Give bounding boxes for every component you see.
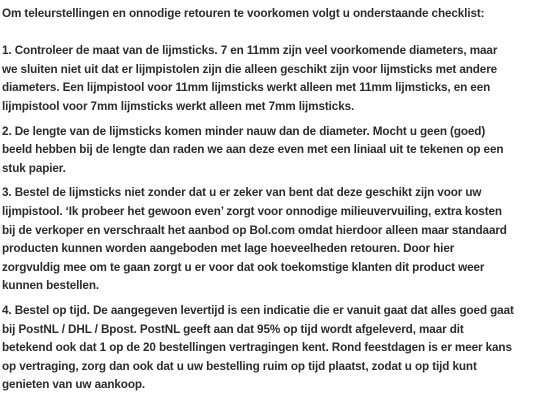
text-line: 2. De lengte van de lijmsticks komen minder nauw dan de diameter. Mocht u geen (goed) <box>2 124 486 138</box>
text-line: bij PostNL / DHL / Bpost. PostNL geeft aan dat 95% op tijd wordt afgeleverd, maar dit <box>2 322 464 336</box>
checklist-item-2 <box>2 123 544 179</box>
text-line: 4. Bestel op tijd. De aangegeven levertijd is een indicatie die er vanuit gaat dat alles goed gaat <box>2 303 514 317</box>
text-line: diameters. Een lijmpistool voor 11mm lijmsticks werkt alleen met 11mm lijmsticks, en een <box>2 81 491 95</box>
text-line: kunnen bestellen. <box>2 279 100 293</box>
text-line: genieten van uw aankoop. <box>2 378 146 392</box>
checklist-item-4 <box>2 302 544 395</box>
text-line: lijmpistool voor 7mm lijmsticks werkt alleen met 7mm lijmsticks. <box>2 99 355 113</box>
text-line: we sluiten niet uit dat er lijmpistolen zijn die alleen geschikt zijn voor lijmsticks met andere <box>2 62 498 76</box>
intro-text: Om teleurstellingen en onnodige retouren te voorkomen volgt u onderstaande checklist: <box>2 7 485 20</box>
text-line: zorgvuldig mee om te gaan zorgt u er voor dat ook toekomstige klanten dit product weer <box>2 260 485 274</box>
text-line: op vertraging, zorg dan ook dat u uw bestelling ruim op tijd plaatst, zodat u op tijd kunt <box>2 359 477 373</box>
text-line: lijmpistool. ‘Ik probeer het gewoon even’ zorgt voor onnodige milieuvervuiling, extra kosten <box>2 204 502 218</box>
text-line: bij de verkoper en verschraalt het aanbod op Bol.com omdat hierdoor alleen maar standaard <box>2 223 507 237</box>
text-line: betekend ook dat 1 op de 20 bestellingen vertragingen kent. Rond feestdagen is er meer kans <box>2 341 512 355</box>
checklist-item-1 <box>2 42 544 116</box>
text-line: stuk papier. <box>2 161 66 175</box>
text-line: 1. Controleer de maat van de lijmsticks. 7 en 11mm zijn veel voorkomende diameters, maar <box>2 44 498 58</box>
checklist-item-3 <box>2 184 544 296</box>
text-line: 3. Bestel de lijmsticks niet zonder dat u er zeker van bent dat deze geschikt zijn voor uw <box>2 186 482 200</box>
text-line: beeld hebben bij de lengte dan raden we aan deze even met een liniaal uit te tekenen op een <box>2 143 504 157</box>
text-line: producten kunnen worden aangeboden met lage hoeveelheden retouren. Door hier <box>2 242 455 256</box>
